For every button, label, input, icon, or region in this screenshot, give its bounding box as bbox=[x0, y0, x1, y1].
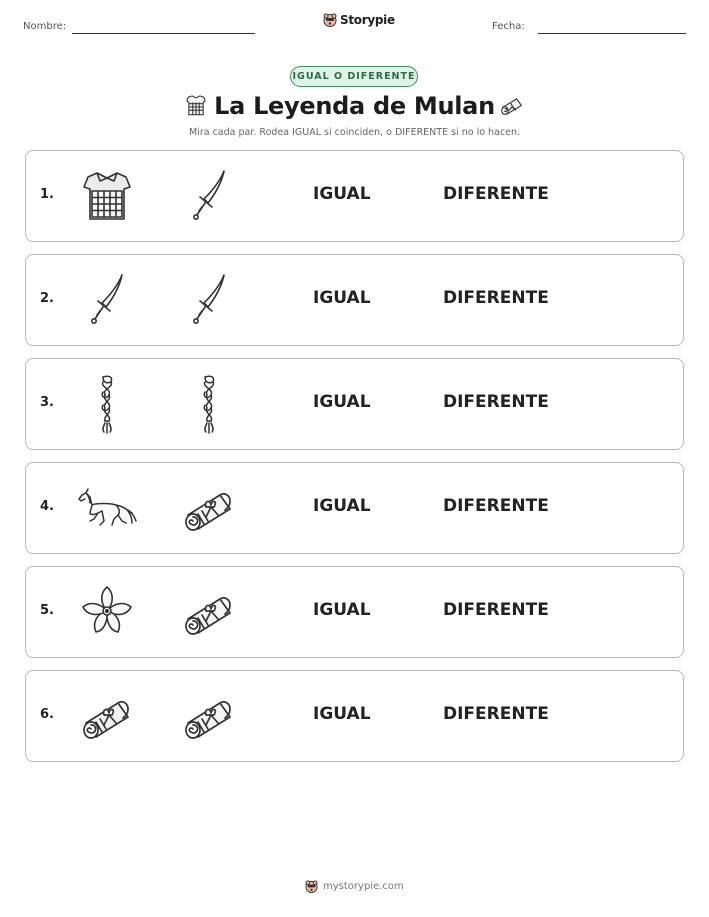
name-label: Nombre: bbox=[23, 21, 67, 32]
scroll-icon bbox=[178, 581, 240, 643]
scroll-icon bbox=[498, 93, 526, 117]
diferente-option[interactable]: DIFERENTE bbox=[443, 704, 549, 724]
igual-option[interactable]: IGUAL bbox=[313, 496, 371, 516]
question-number: 6. bbox=[40, 707, 54, 722]
storypie-logo-icon bbox=[323, 13, 337, 27]
igual-option[interactable]: IGUAL bbox=[313, 288, 371, 308]
question-row bbox=[25, 566, 684, 658]
scroll-icon bbox=[178, 685, 240, 747]
diferente-option[interactable]: DIFERENTE bbox=[443, 184, 549, 204]
sword-icon bbox=[178, 269, 240, 331]
footer-url[interactable]: mystorypie.com bbox=[323, 881, 404, 892]
question-row bbox=[25, 670, 684, 762]
braid-icon bbox=[178, 373, 240, 435]
igual-option[interactable]: IGUAL bbox=[313, 392, 371, 412]
diferente-option[interactable]: DIFERENTE bbox=[443, 392, 549, 412]
date-line[interactable] bbox=[538, 33, 686, 34]
brand bbox=[323, 13, 395, 27]
instructions: Mira cada par. Rodea IGUAL si coinciden, o DIFERENTE si no lo hacen. bbox=[189, 127, 520, 138]
footer bbox=[305, 880, 404, 893]
horse-icon bbox=[76, 477, 138, 539]
question-row bbox=[25, 358, 684, 450]
question-row bbox=[25, 462, 684, 554]
question-number: 1. bbox=[40, 187, 54, 202]
question-row bbox=[25, 254, 684, 346]
question-number: 3. bbox=[40, 395, 54, 410]
igual-option[interactable]: IGUAL bbox=[313, 704, 371, 724]
braid-icon bbox=[76, 373, 138, 435]
scroll-icon bbox=[178, 477, 240, 539]
diferente-option[interactable]: DIFERENTE bbox=[443, 496, 549, 516]
question-number: 4. bbox=[40, 499, 54, 514]
activity-badge: IGUAL O DIFERENTE bbox=[290, 66, 418, 87]
igual-option[interactable]: IGUAL bbox=[313, 184, 371, 204]
brand-name: Storypie bbox=[340, 13, 395, 27]
date-label: Fecha: bbox=[492, 21, 525, 32]
question-number: 5. bbox=[40, 603, 54, 618]
name-line[interactable] bbox=[72, 33, 255, 34]
diferente-option[interactable]: DIFERENTE bbox=[443, 288, 549, 308]
diferente-option[interactable]: DIFERENTE bbox=[443, 600, 549, 620]
page-title: La Leyenda de Mulan bbox=[214, 92, 495, 120]
sword-icon bbox=[178, 165, 240, 227]
igual-option[interactable]: IGUAL bbox=[313, 600, 371, 620]
question-row bbox=[25, 150, 684, 242]
question-number: 2. bbox=[40, 291, 54, 306]
armor-icon bbox=[76, 165, 138, 227]
storypie-logo-icon bbox=[305, 880, 318, 893]
sword-icon bbox=[76, 269, 138, 331]
scroll-icon bbox=[76, 685, 138, 747]
flower-icon bbox=[76, 581, 138, 643]
